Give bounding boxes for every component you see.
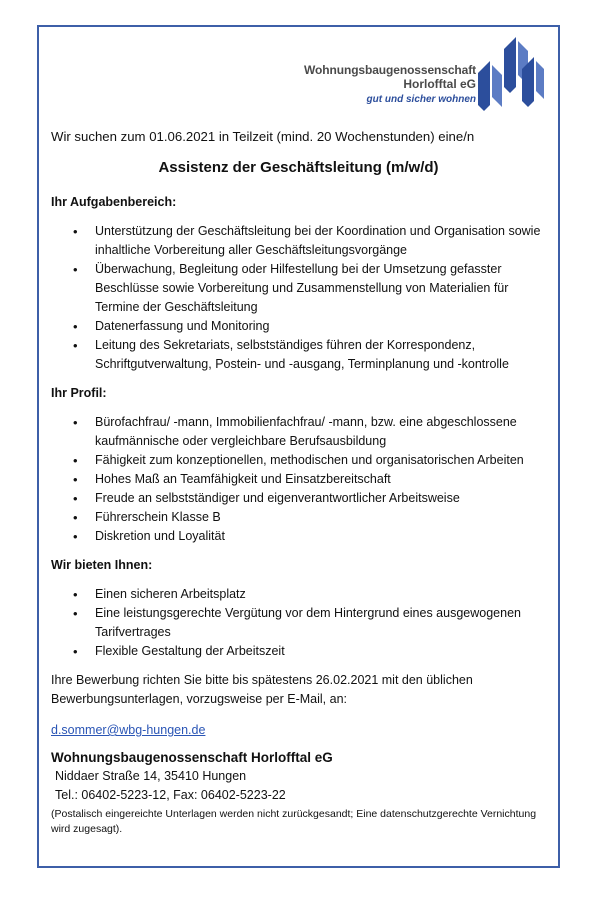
job-ad-content (51, 127, 546, 837)
list-item: • Datenerfassung und Monitoring (95, 317, 546, 336)
list-item: • Flexible Gestaltung der Arbeitszeit (95, 642, 546, 661)
offer-list (51, 585, 546, 661)
intro-text: Wir suchen zum 01.06.2021 in Teilzeit (mind. 20 Wochenstunden) eine/n (51, 129, 475, 144)
logo-name-line1: Wohnungsbaugenossenschaft (304, 63, 476, 77)
job-title: Assistenz der Geschäftsleitung (m/w/d) (158, 159, 439, 176)
logo-name-line2: Horlofftal eG (403, 77, 476, 91)
list-item: • Führerschein Klasse B (95, 508, 546, 527)
section-title-profile: Ihr Profil: (51, 386, 107, 400)
logo-mark-icon (476, 35, 546, 115)
application-text: Ihre Bewerbung richten Sie bitte bis spätestens 26.02.2021 mit den üblichen Bewerbungsunterlagen, vorzugsweise per E-Mail, an: (51, 673, 473, 706)
list-item: • Eine leistungsgerechte Vergütung vor dem Hintergrund eines ausgewogenen Tarifvertrages (95, 604, 546, 642)
list-item: • Unterstützung der Geschäftsleitung bei der Koordination und Organisation sowie inhaltliche Vorbereitung aller Geschäftsleitungsvorgänge (95, 222, 546, 260)
company-name: Wohnungsbaugenossenschaft Horlofftal eG (51, 750, 333, 765)
tasks-list (51, 222, 546, 374)
logo-text (254, 63, 476, 105)
company-logo (254, 35, 544, 115)
list-item: • Einen sicheren Arbeitsplatz (95, 585, 546, 604)
company-phone: Tel.: 06402-5223-12, Fax: 06402-5223-22 (55, 788, 286, 802)
company-address: Niddaer Straße 14, 35410 Hungen (55, 769, 247, 783)
list-item: • Leitung des Sekretariats, selbstständiges führen der Korrespondenz, Schriftgutverwaltung, Postein- und -ausgang, Terminplanung und -kontrolle (95, 336, 546, 374)
list-item: • Diskretion und Loyalität (95, 527, 546, 546)
page-frame (37, 25, 560, 868)
list-item: • Bürofachfrau/ -mann, Immobilienfachfrau/ -mann, bzw. eine abgeschlossene kaufmännische oder vergleichbare Berufsausbildung (95, 413, 546, 451)
logo-slogan: gut und sicher wohnen (366, 94, 476, 105)
section-title-tasks: Ihr Aufgabenbereich: (51, 195, 177, 209)
list-item: • Überwachung, Begleitung oder Hilfestellung bei der Umsetzung gefasster Beschlüsse sowie Vorbereitung und Zusammenstellung von Materialien für Termine der Geschäftsleitung (95, 260, 546, 317)
profile-list (51, 413, 546, 546)
section-title-offer: Wir bieten Ihnen: (51, 558, 153, 572)
email-link[interactable]: d.sommer@wbg-hungen.de (51, 723, 206, 737)
list-item: • Fähigkeit zum konzeptionellen, methodischen und organisatorischen Arbeiten (95, 451, 546, 470)
list-item: • Freude an selbstständiger und eigenverantwortlicher Arbeitsweise (95, 489, 546, 508)
list-item: • Hohes Maß an Teamfähigkeit und Einsatzbereitschaft (95, 470, 546, 489)
disclaimer-note: (Postalisch eingereichte Unterlagen werden nicht zurückgesandt; Eine datenschutzgerechte Vernichtung wird zugesagt). (51, 808, 537, 835)
